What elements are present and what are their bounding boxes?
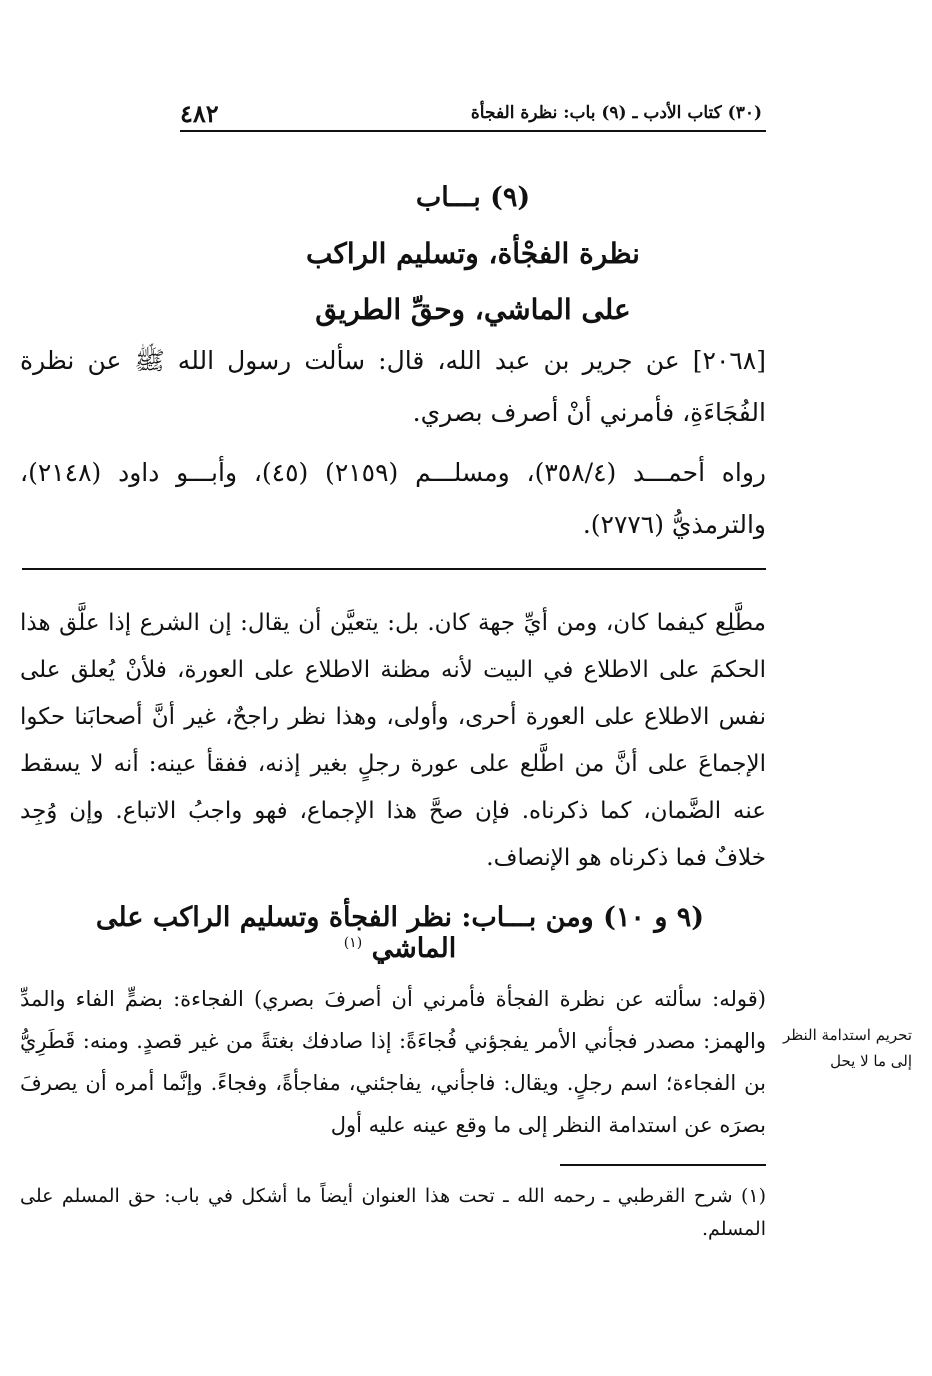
hadith-text: [٢٠٦٨] عن جرير بن عبد الله، قال: سألت رسول الله ﷺ عن نظرة الفُجَاءَةِ، فأمرني أنْ أصرف بصري. (20, 346, 766, 427)
page-header (180, 96, 766, 132)
footnote-reference: (١) (343, 935, 363, 951)
margin-note: تحريم استدامة النظر إلى ما لا يحل (782, 1026, 912, 1070)
chapter-title-line-2: نظرة الفجْأة، وتسليم الراكب (306, 237, 640, 270)
section-heading-text: (٩ و ١٠) ومن بـــاب: نظر الفجأة وتسليم الراكب على الماشي (95, 902, 705, 964)
hadith-section (20, 335, 766, 551)
chapter-title-line-3: على الماشي، وحقِّ الطريق (315, 293, 631, 326)
footnote-text: (١) شرح القرطبي ـ رحمه الله ـ تحت هذا العنوان أيضاً ما أشكل في باب: حق المسلم على المسلم. (20, 1185, 766, 1240)
commentary-text: مطَّلِع كيفما كان، ومن أيِّ جهة كان. بل: يتعيَّن أن يقال: إن الشرع إذا علَّق هذا الحكمَ على الاطلاع في البيت لأنه مظنة الاطلاع على العورة، فلأنْ يُعلق على نفس الاطلاع على العورة أحرى، وأولى، وهذا نظر راجحٌ، غير أنَّ أصحابَنا حكوا الإجماعَ على أنَّ من اطَّلع على عورة رجلٍ بغير إذنه، ففقأ عينه: أنه لا يسقط عنه الضَّمان، كما ذكرناه. فإن صحَّ هذا الإجماع، فهو واجبُ الاتباع. وإن وُجِد خلافٌ فما ذكرناه هو الإنصاف. (20, 610, 766, 871)
chapter-title-line-1: (٩) بـــاب (415, 182, 531, 213)
chapter-title (180, 170, 766, 338)
page-number: ٤٨٢ (180, 98, 219, 128)
section-divider (22, 568, 766, 570)
footnote-divider (560, 1164, 766, 1166)
hadith-source: رواه أحمـــد (٣٥٨/٤)، ومسلـــم (٢١٥٩) (٤٥)، وأبـــو داود (٢١٤٨)، والترمذيُّ (٢٧٧٦). (20, 458, 766, 539)
section-heading (50, 902, 750, 964)
sharh-text: (قوله: سألته عن نظرة الفجأة فأمرني أن أصرفَ بصري) الفجاءة: بضمٍّ الفاء والمدِّ والهمز: مصدر فجأني الأمر يفجؤني فُجاءَةً: إذا صادفك بغتةً من غير قصدٍ. ومنه: قَطَرِيُّ بن الفجاءة؛ اسم رجلٍ. ويقال: فاجأني، يفاجئني، مفاجأةً، وفجاءً. وإنَّما أمره أن يصرفَ بصرَه عن استدامة النظر إلى ما وقع عينه عليه أول (20, 987, 766, 1137)
running-title: (٣٠) كتاب الأدب ـ (٩) باب: نظرة الفجأة (470, 103, 762, 123)
